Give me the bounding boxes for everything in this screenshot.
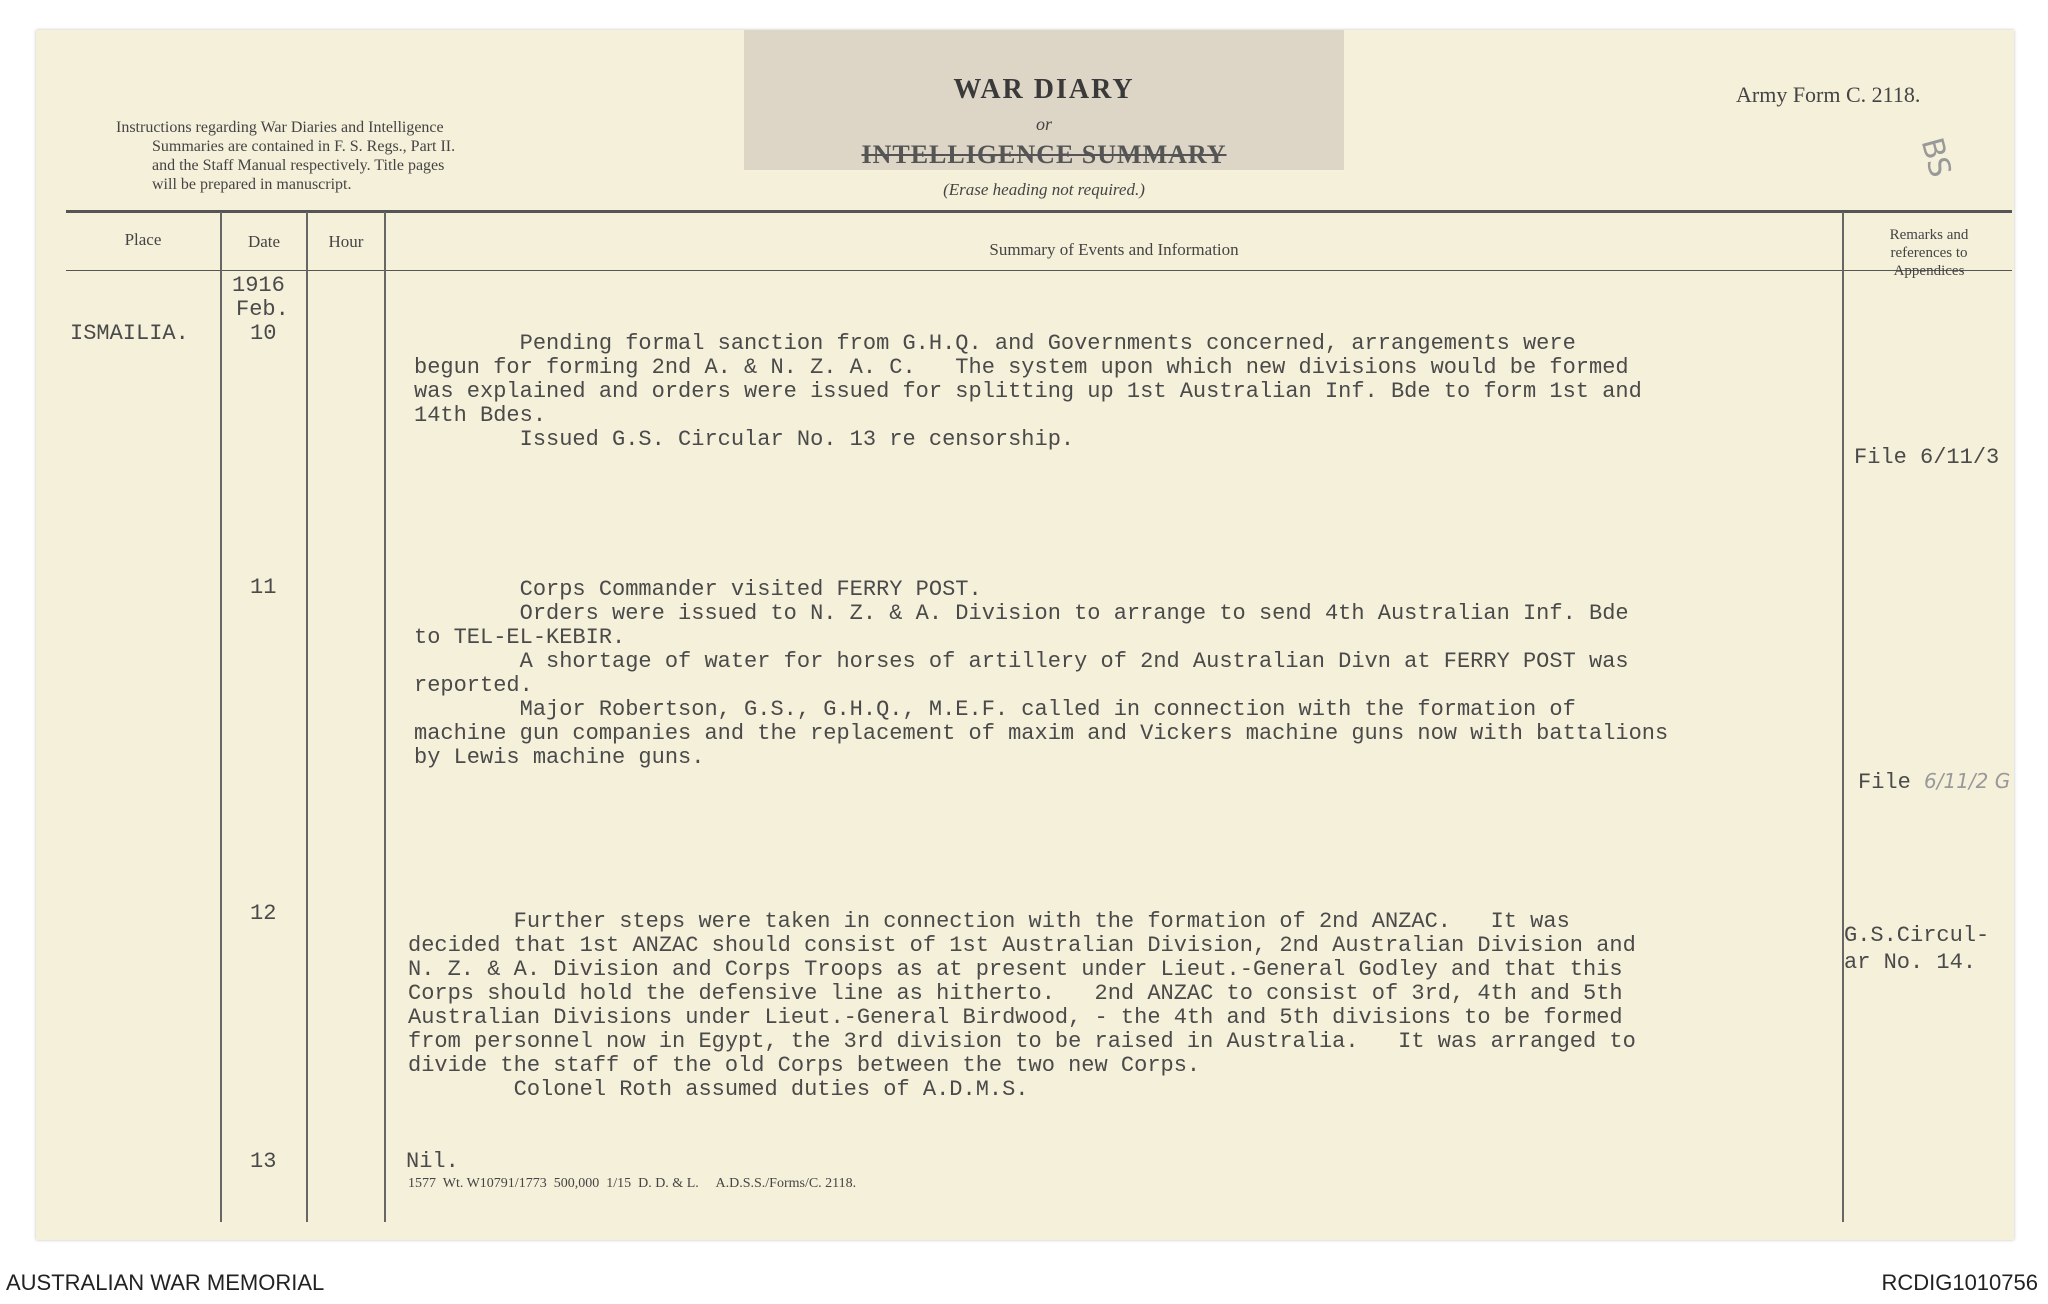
- entry-line: Corps Commander visited FERRY POST.: [414, 577, 982, 602]
- remark-line: G.S.Circul-: [1844, 923, 1990, 948]
- entry-line: divide the staff of the old Corps between the two new Corps.: [408, 1053, 1201, 1078]
- entry-line: was explained and orders were issued for splitting up 1st Australian Inf. Bde to form 1st and: [414, 379, 1642, 404]
- entry-line: Orders were issued to N. Z. & A. Division to arrange to send 4th Australian Inf. Bde: [414, 601, 1629, 626]
- footer-source: AUSTRALIAN WAR MEMORIAL: [6, 1270, 325, 1295]
- erase-note: (Erase heading not required.): [943, 180, 1145, 199]
- column-header-place: Place: [124, 230, 162, 249]
- remarks-header-line: Remarks and: [1889, 227, 1969, 243]
- diary-entry: [414, 332, 1642, 452]
- diary-entry: [408, 910, 1636, 1102]
- column-header-summary: Summary of Events and Information: [989, 240, 1239, 259]
- header-rule-bottom: [66, 270, 2012, 271]
- place-cell: ISMAILIA.: [70, 321, 189, 346]
- instructions-line: Instructions regarding War Diaries and Intelligence: [116, 119, 444, 136]
- date-cell: 11: [250, 575, 277, 600]
- remark-file-label: File: [1858, 770, 1911, 795]
- column-header-hour: Hour: [328, 232, 364, 251]
- remark-handwritten-ref: 6/11/2 G: [1924, 769, 2011, 793]
- entry-line: Further steps were taken in connection with the formation of 2nd ANZAC. It was: [408, 909, 1570, 934]
- column-header-remarks: [1844, 226, 2014, 280]
- column-header-date: Date: [247, 232, 281, 251]
- diary-entry: [406, 1150, 459, 1174]
- column-divider-hour: [384, 212, 386, 1222]
- date-cell: 13: [250, 1149, 277, 1174]
- remark-file-ref: File 6/11/3: [1854, 445, 2000, 470]
- year-cell: 1916: [232, 273, 285, 298]
- instructions-line: Summaries are contained in F. S. Regs., Part II.: [152, 138, 456, 155]
- entry-line: Major Robertson, G.S., G.H.Q., M.E.F. called in connection with the formation of: [414, 697, 1576, 722]
- instructions-line: will be prepared in manuscript.: [152, 176, 352, 193]
- entry-line: Colonel Roth assumed duties of A.D.M.S.: [408, 1077, 1029, 1102]
- remark-circular-ref: [1844, 922, 1989, 976]
- entry-line: N. Z. & A. Division and Corps Troops as at present under Lieut.-General Godley and that this: [408, 957, 1623, 982]
- entry-line: Nil.: [406, 1149, 459, 1174]
- title-or: or: [1035, 114, 1052, 134]
- diary-entry: [414, 578, 1668, 770]
- remarks-header-line: references to: [1890, 245, 1968, 261]
- entry-line: A shortage of water for horses of artillery of 2nd Australian Divn at FERRY POST was: [414, 649, 1629, 674]
- entry-line: Australian Divisions under Lieut.-General Birdwood, - the 4th and 5th divisions to be formed: [408, 1005, 1623, 1030]
- date-cell: 12: [250, 901, 277, 926]
- page-subtitle: INTELLIGENCE SUMMARY: [861, 140, 1227, 169]
- entry-line: decided that 1st ANZAC should consist of 1st Australian Division, 2nd Australian Division and: [408, 933, 1636, 958]
- remarks-header-line: Appendices: [1893, 263, 1965, 279]
- instructions-block: [116, 118, 636, 194]
- page-title: WAR DIARY: [953, 74, 1135, 105]
- entry-line: Corps should hold the defensive line as hitherto. 2nd ANZAC to consist of 3rd, 4th and 5th: [408, 981, 1623, 1006]
- instructions-line: and the Staff Manual respectively. Title pages: [152, 157, 445, 174]
- column-divider-remarks: [1842, 212, 1844, 1222]
- column-divider-date: [306, 212, 308, 1222]
- entry-line: reported.: [414, 673, 533, 698]
- printer-imprint: 1577 Wt. W10791/1773 500,000 1/15 D. D. & L. A.D.S.S./Forms/C. 2118.: [408, 1176, 857, 1191]
- footer-identifier: RCDIG1010756: [1881, 1270, 2038, 1295]
- entry-line: 14th Bdes.: [414, 403, 547, 428]
- entry-line: begun for forming 2nd A. & N. Z. A. C. The system upon which new divisions would be formed: [414, 355, 1629, 380]
- remark-file-ref: [1858, 768, 2010, 796]
- army-form-number: Army Form C. 2118.: [1736, 82, 1921, 107]
- margin-mark: BS: [1913, 134, 1958, 181]
- entry-line: to TEL-EL-KEBIR.: [414, 625, 626, 650]
- entry-line: Issued G.S. Circular No. 13 re censorship.: [414, 427, 1075, 452]
- entry-line: machine gun companies and the replacement of maxim and Vickers machine guns now with battalions: [414, 721, 1669, 746]
- entry-line: by Lewis machine guns.: [414, 745, 705, 770]
- diary-page: [36, 30, 2014, 1240]
- entry-line: Pending formal sanction from G.H.Q. and Governments concerned, arrangements were: [414, 331, 1576, 356]
- remark-line: ar No. 14.: [1844, 950, 1977, 975]
- column-divider-place: [220, 212, 222, 1222]
- month-cell: Feb.: [236, 297, 289, 322]
- header-rule-top: [66, 210, 2012, 213]
- entry-line: from personnel now in Egypt, the 3rd division to be raised in Australia. It was arranged to: [408, 1029, 1636, 1054]
- date-cell: 10: [250, 321, 277, 346]
